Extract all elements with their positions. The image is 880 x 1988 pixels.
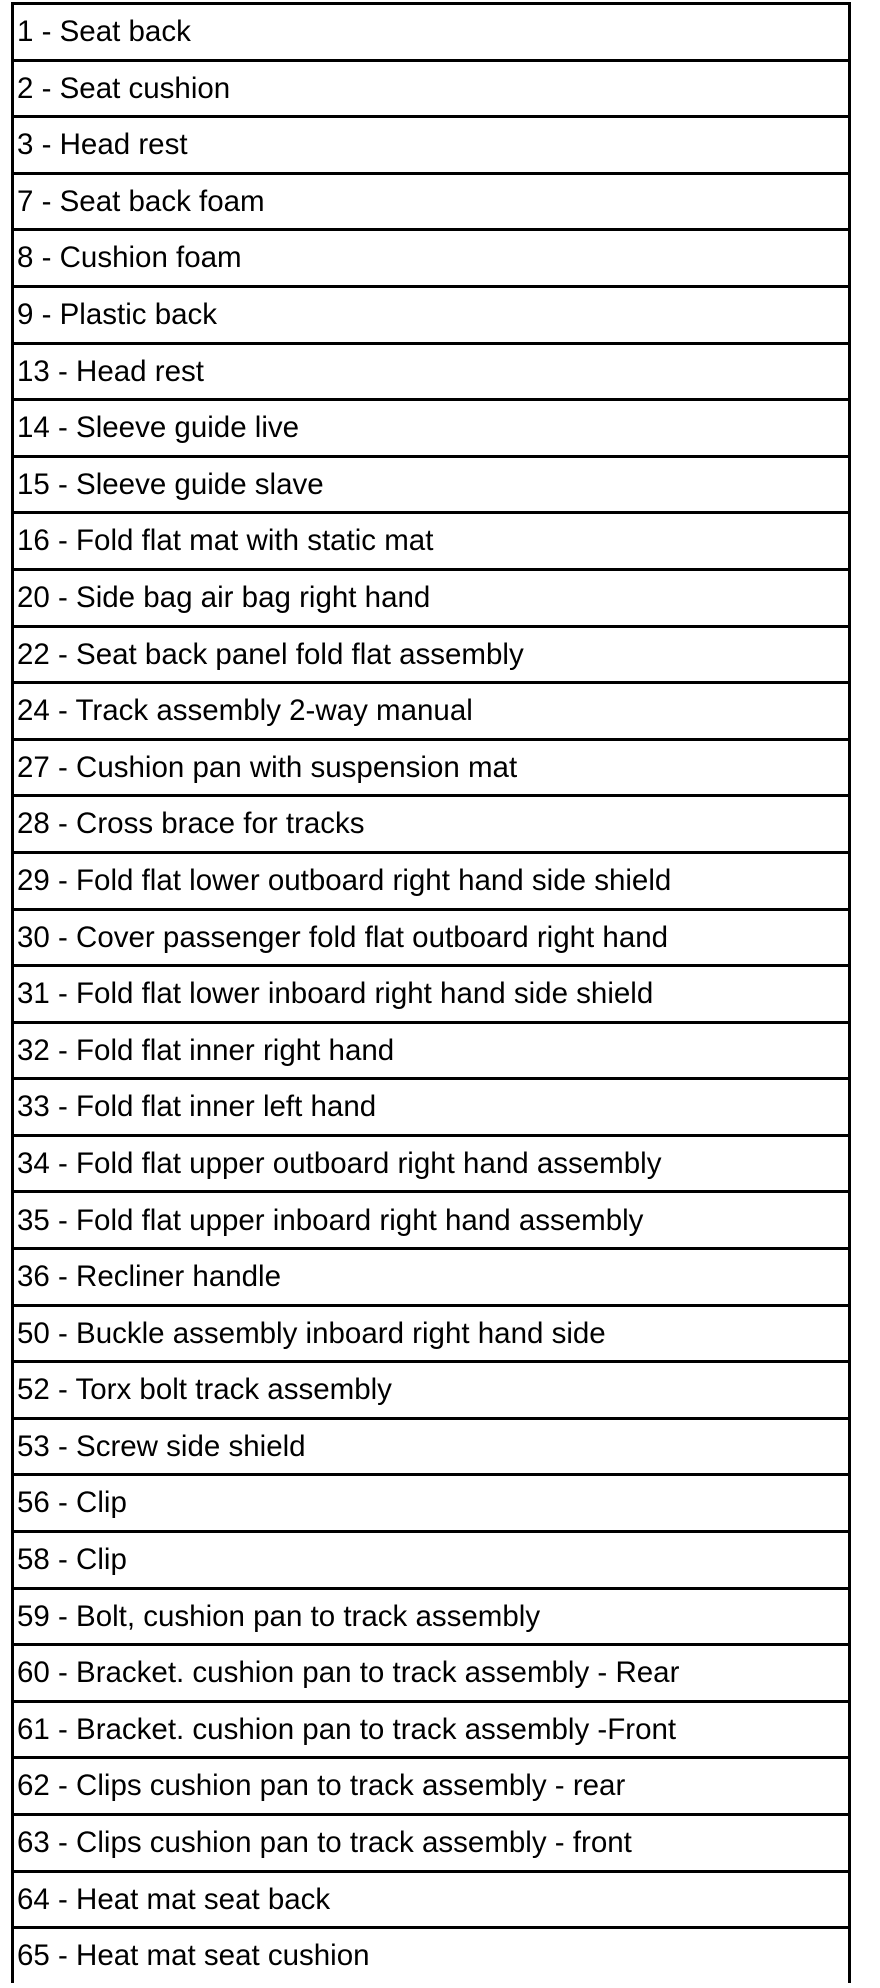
- legend-item-label: 31 - Fold flat lower inboard right hand side shield: [13, 966, 850, 1023]
- legend-row: [13, 1815, 850, 1872]
- legend-item-label: 35 - Fold flat upper inboard right hand assembly: [13, 1192, 850, 1249]
- legend-item-label: 65 - Heat mat seat cushion: [13, 1928, 850, 1983]
- legend-item-label: 62 - Clips cushion pan to track assembly - rear: [13, 1758, 850, 1815]
- legend-item-label: 63 - Clips cushion pan to track assembly - front: [13, 1815, 850, 1872]
- legend-row: [13, 1249, 850, 1306]
- legend-row: [13, 1192, 850, 1249]
- legend-row: [13, 1701, 850, 1758]
- legend-row: [13, 569, 850, 626]
- parts-legend-table: [11, 2, 851, 1983]
- legend-row: [13, 1475, 850, 1532]
- legend-item-label: 16 - Fold flat mat with static mat: [13, 513, 850, 570]
- legend-row: [13, 1532, 850, 1589]
- legend-item-label: 2 - Seat cushion: [13, 60, 850, 117]
- legend-row: [13, 1022, 850, 1079]
- legend-item-label: 52 - Torx bolt track assembly: [13, 1362, 850, 1419]
- legend-item-label: 14 - Sleeve guide live: [13, 400, 850, 457]
- legend-row: [13, 1758, 850, 1815]
- legend-row: [13, 230, 850, 287]
- legend-item-label: 24 - Track assembly 2-way manual: [13, 683, 850, 740]
- legend-row: [13, 173, 850, 230]
- legend-row: [13, 513, 850, 570]
- legend-row: [13, 1362, 850, 1419]
- legend-item-label: 3 - Head rest: [13, 117, 850, 174]
- legend-item-label: 61 - Bracket. cushion pan to track assembly -Front: [13, 1701, 850, 1758]
- legend-item-label: 56 - Clip: [13, 1475, 850, 1532]
- legend-item-label: 34 - Fold flat upper outboard right hand assembly: [13, 1135, 850, 1192]
- legend-row: [13, 1928, 850, 1983]
- legend-row: [13, 1305, 850, 1362]
- legend-row: [13, 117, 850, 174]
- legend-item-label: 1 - Seat back: [13, 4, 850, 61]
- legend-row: [13, 1645, 850, 1702]
- legend-item-label: 30 - Cover passenger fold flat outboard right hand: [13, 909, 850, 966]
- legend-item-label: 22 - Seat back panel fold flat assembly: [13, 626, 850, 683]
- legend-row: [13, 1079, 850, 1136]
- legend-item-label: 32 - Fold flat inner right hand: [13, 1022, 850, 1079]
- legend-row: [13, 739, 850, 796]
- legend-item-label: 64 - Heat mat seat back: [13, 1871, 850, 1928]
- legend-row: [13, 796, 850, 853]
- legend-row: [13, 1135, 850, 1192]
- legend-row: [13, 626, 850, 683]
- legend-row: [13, 852, 850, 909]
- legend-row: [13, 966, 850, 1023]
- legend-item-label: 15 - Sleeve guide slave: [13, 456, 850, 513]
- legend-item-label: 20 - Side bag air bag right hand: [13, 569, 850, 626]
- legend-item-label: 59 - Bolt, cushion pan to track assembly: [13, 1588, 850, 1645]
- legend-row: [13, 343, 850, 400]
- legend-row: [13, 4, 850, 61]
- legend-item-label: 36 - Recliner handle: [13, 1249, 850, 1306]
- legend-item-label: 28 - Cross brace for tracks: [13, 796, 850, 853]
- legend-row: [13, 286, 850, 343]
- legend-item-label: 60 - Bracket. cushion pan to track assembly - Rear: [13, 1645, 850, 1702]
- legend-item-label: 8 - Cushion foam: [13, 230, 850, 287]
- legend-item-label: 53 - Screw side shield: [13, 1418, 850, 1475]
- legend-item-label: 58 - Clip: [13, 1532, 850, 1589]
- legend-row: [13, 456, 850, 513]
- legend-row: [13, 1588, 850, 1645]
- legend-row: [13, 400, 850, 457]
- legend-item-label: 29 - Fold flat lower outboard right hand side shield: [13, 852, 850, 909]
- legend-item-label: 50 - Buckle assembly inboard right hand side: [13, 1305, 850, 1362]
- legend-row: [13, 1871, 850, 1928]
- legend-item-label: 7 - Seat back foam: [13, 173, 850, 230]
- legend-item-label: 9 - Plastic back: [13, 286, 850, 343]
- legend-row: [13, 683, 850, 740]
- legend-row: [13, 60, 850, 117]
- legend-item-label: 33 - Fold flat inner left hand: [13, 1079, 850, 1136]
- legend-item-label: 13 - Head rest: [13, 343, 850, 400]
- legend-item-label: 27 - Cushion pan with suspension mat: [13, 739, 850, 796]
- legend-row: [13, 909, 850, 966]
- legend-row: [13, 1418, 850, 1475]
- parts-legend-body: [13, 4, 850, 1983]
